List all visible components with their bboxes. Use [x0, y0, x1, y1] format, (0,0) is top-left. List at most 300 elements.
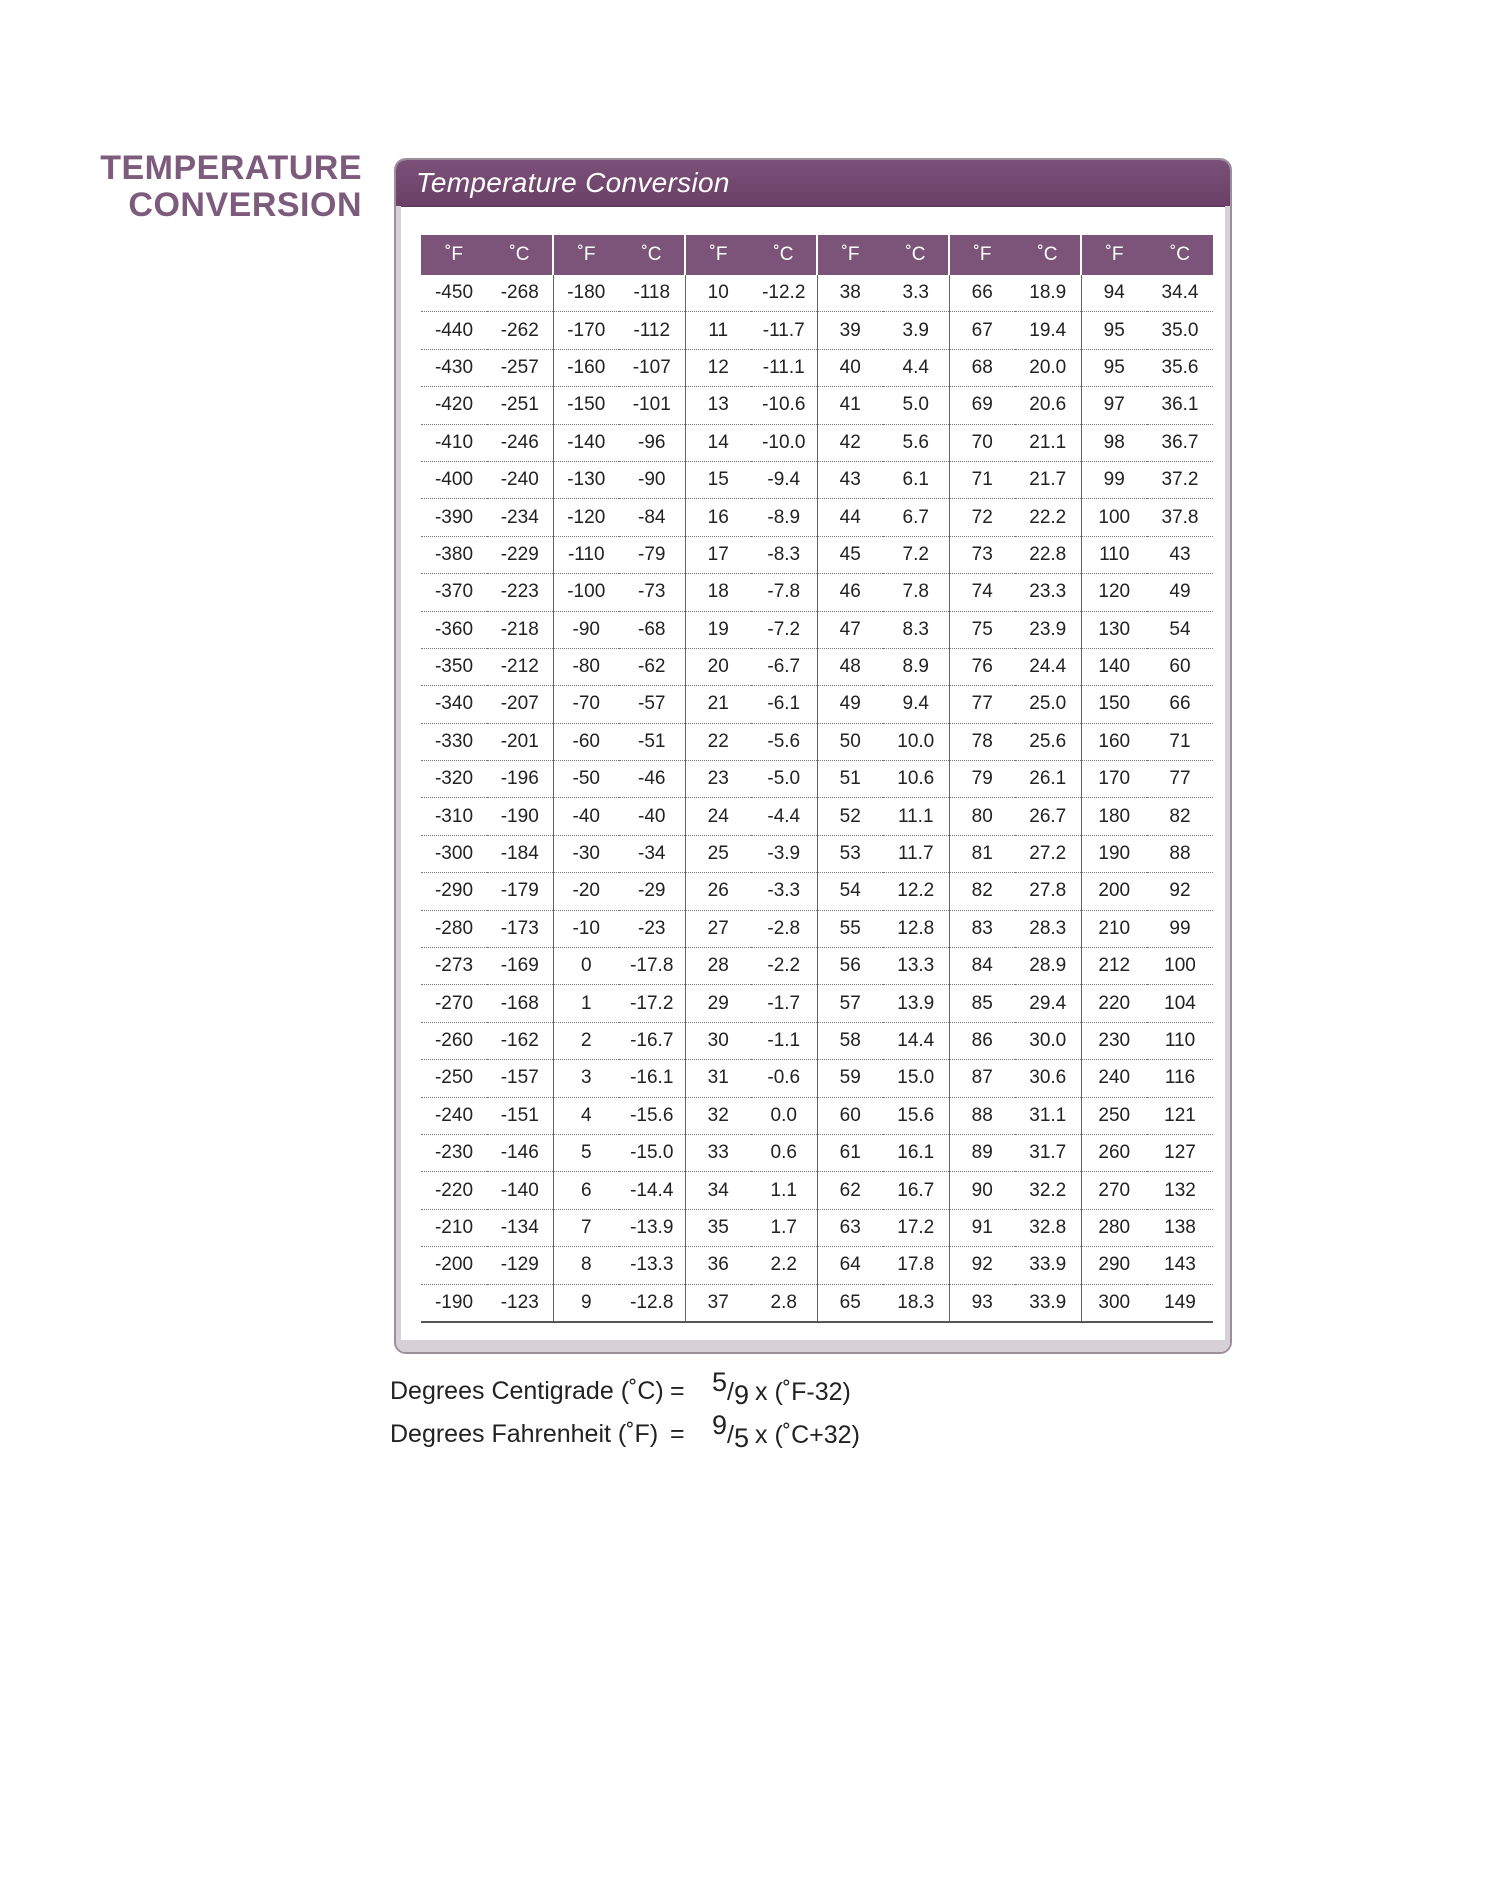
table-cell: 84 [949, 948, 1015, 985]
formula-label: Degrees Centigrade (˚C) [390, 1377, 664, 1405]
table-row [421, 723, 1213, 760]
table-cell: -6.7 [751, 648, 817, 685]
table-cell: -320 [421, 761, 487, 798]
table-cell: 78 [949, 723, 1015, 760]
table-cell: 116 [1147, 1060, 1213, 1097]
table-cell: -240 [487, 461, 553, 498]
fraction-slash: / [727, 1378, 734, 1406]
table-cell: -190 [487, 798, 553, 835]
table-cell: 300 [1081, 1284, 1147, 1322]
table-cell: 160 [1081, 723, 1147, 760]
table-cell: 15.0 [883, 1060, 949, 1097]
table-cell: 90 [949, 1172, 1015, 1209]
card-frame-left [396, 206, 401, 1352]
table-cell: -129 [487, 1247, 553, 1284]
table-cell: 46 [817, 574, 883, 611]
table-cell: 230 [1081, 1022, 1147, 1059]
table-cell: -173 [487, 910, 553, 947]
table-cell: 35.6 [1147, 349, 1213, 386]
table-cell: -16.7 [619, 1022, 685, 1059]
fraction-denominator: 5 [733, 1423, 750, 1453]
table-cell: -110 [553, 536, 619, 573]
table-header-cell: ˚C [1147, 235, 1213, 275]
table-cell: 37.8 [1147, 499, 1213, 536]
table-cell: 25.6 [1015, 723, 1081, 760]
table-cell: 30.0 [1015, 1022, 1081, 1059]
formula-fahrenheit [390, 1410, 860, 1456]
table-cell: 54 [817, 873, 883, 910]
table-cell: -14.4 [619, 1172, 685, 1209]
table-cell: 16.7 [883, 1172, 949, 1209]
table-cell: -229 [487, 536, 553, 573]
table-cell: -84 [619, 499, 685, 536]
table-cell: 33 [685, 1134, 751, 1171]
table-cell: 66 [949, 275, 1015, 312]
table-cell: 140 [1081, 648, 1147, 685]
table-cell: -223 [487, 574, 553, 611]
table-cell: -34 [619, 835, 685, 872]
table-cell: 33.9 [1015, 1284, 1081, 1322]
table-cell: 26.1 [1015, 761, 1081, 798]
table-cell: -29 [619, 873, 685, 910]
table-cell: -73 [619, 574, 685, 611]
table-cell: -250 [421, 1060, 487, 1097]
table-cell: 149 [1147, 1284, 1213, 1322]
table-cell: 6.7 [883, 499, 949, 536]
table-cell: -246 [487, 424, 553, 461]
formula-expression [712, 1410, 860, 1453]
table-cell: 69 [949, 387, 1015, 424]
table-cell: 71 [1147, 723, 1213, 760]
table-cell: 30 [685, 1022, 751, 1059]
table-cell: 49 [817, 686, 883, 723]
fraction-numerator: 5 [712, 1367, 728, 1397]
table-cell: -150 [553, 387, 619, 424]
table-cell: -40 [619, 798, 685, 835]
table-cell: -0.6 [751, 1060, 817, 1097]
table-cell: 250 [1081, 1097, 1147, 1134]
table-cell: 92 [1147, 873, 1213, 910]
table-cell: 12.2 [883, 873, 949, 910]
table-cell: 68 [949, 349, 1015, 386]
table-cell: 17.8 [883, 1247, 949, 1284]
table-cell: 34.4 [1147, 275, 1213, 312]
table-cell: 88 [949, 1097, 1015, 1134]
table-cell: -280 [421, 910, 487, 947]
table-cell: 2 [553, 1022, 619, 1059]
table-cell: 26 [685, 873, 751, 910]
table-cell: 18.9 [1015, 275, 1081, 312]
table-cell: 27.2 [1015, 835, 1081, 872]
table-cell: 47 [817, 611, 883, 648]
table-cell: -12.2 [751, 275, 817, 312]
table-cell: 3 [553, 1060, 619, 1097]
table-cell: 7.8 [883, 574, 949, 611]
table-cell: -5.0 [751, 761, 817, 798]
table-cell: 21.7 [1015, 461, 1081, 498]
table-cell: -101 [619, 387, 685, 424]
table-cell: -160 [553, 349, 619, 386]
table-cell: -10.6 [751, 387, 817, 424]
table-cell: 20 [685, 648, 751, 685]
table-cell: 12 [685, 349, 751, 386]
table-cell: 11.7 [883, 835, 949, 872]
table-cell: 55 [817, 910, 883, 947]
table-cell: -11.7 [751, 312, 817, 349]
table-cell: 0.6 [751, 1134, 817, 1171]
formula-rest: x (˚F-32) [755, 1378, 851, 1406]
table-row [421, 1209, 1213, 1246]
table-cell: 20.0 [1015, 349, 1081, 386]
table-cell: 290 [1081, 1247, 1147, 1284]
table-cell: 32 [685, 1097, 751, 1134]
side-title [100, 150, 362, 224]
table-cell: -51 [619, 723, 685, 760]
table-cell: 63 [817, 1209, 883, 1246]
table-row [421, 1022, 1213, 1059]
table-cell: -273 [421, 948, 487, 985]
table-cell: -290 [421, 873, 487, 910]
table-cell: -57 [619, 686, 685, 723]
side-title-line2: CONVERSION [128, 186, 362, 224]
table-cell: 1 [553, 985, 619, 1022]
table-wrap [421, 235, 1213, 1323]
table-cell: -12.8 [619, 1284, 685, 1322]
table-cell: 99 [1081, 461, 1147, 498]
table-cell: -340 [421, 686, 487, 723]
table-cell: 83 [949, 910, 1015, 947]
table-row [421, 1060, 1213, 1097]
table-header-cell: ˚F [1081, 235, 1147, 275]
table-cell: 65 [817, 1284, 883, 1322]
table-cell: 30.6 [1015, 1060, 1081, 1097]
table-cell: -212 [487, 648, 553, 685]
table-cell: -300 [421, 835, 487, 872]
table-cell: -190 [421, 1284, 487, 1322]
table-cell: 70 [949, 424, 1015, 461]
table-cell: 6.1 [883, 461, 949, 498]
table-cell: -40 [553, 798, 619, 835]
table-cell: -15.0 [619, 1134, 685, 1171]
table-cell: 29.4 [1015, 985, 1081, 1022]
table-cell: -6.1 [751, 686, 817, 723]
table-cell: 61 [817, 1134, 883, 1171]
table-cell: 132 [1147, 1172, 1213, 1209]
table-cell: -79 [619, 536, 685, 573]
table-cell: -268 [487, 275, 553, 312]
table-cell: 74 [949, 574, 1015, 611]
table-cell: -207 [487, 686, 553, 723]
table-cell: -17.2 [619, 985, 685, 1022]
formula-label: Degrees Fahrenheit (˚F) [390, 1420, 659, 1448]
table-cell: 80 [949, 798, 1015, 835]
table-cell: 67 [949, 312, 1015, 349]
table-cell: 2.2 [751, 1247, 817, 1284]
table-cell: -68 [619, 611, 685, 648]
table-cell: 89 [949, 1134, 1015, 1171]
table-cell: -16.1 [619, 1060, 685, 1097]
table-cell: 260 [1081, 1134, 1147, 1171]
table-cell: 81 [949, 835, 1015, 872]
table-cell: 82 [949, 873, 1015, 910]
table-row [421, 349, 1213, 386]
table-cell: 21.1 [1015, 424, 1081, 461]
table-cell: 44 [817, 499, 883, 536]
card-frame-bottom [396, 1340, 1230, 1352]
table-cell: -257 [487, 349, 553, 386]
table-cell: 42 [817, 424, 883, 461]
formula-expression [712, 1367, 851, 1410]
table-cell: 100 [1081, 499, 1147, 536]
table-cell: -251 [487, 387, 553, 424]
table-header-cell: ˚F [421, 235, 487, 275]
table-cell: 9.4 [883, 686, 949, 723]
table-cell: 8 [553, 1247, 619, 1284]
table-cell: -15.6 [619, 1097, 685, 1134]
table-cell: 127 [1147, 1134, 1213, 1171]
table-cell: -151 [487, 1097, 553, 1134]
table-cell: 10 [685, 275, 751, 312]
fraction-denominator: 9 [733, 1380, 750, 1410]
formula-equals: = [670, 1377, 685, 1405]
table-cell: 36.1 [1147, 387, 1213, 424]
table-cell: -350 [421, 648, 487, 685]
table-cell: 28 [685, 948, 751, 985]
table-cell: 92 [949, 1247, 1015, 1284]
table-header-cell: ˚C [751, 235, 817, 275]
table-row [421, 536, 1213, 573]
table-cell: 15 [685, 461, 751, 498]
table-header-cell: ˚C [883, 235, 949, 275]
table-cell: -90 [619, 461, 685, 498]
table-cell: -3.3 [751, 873, 817, 910]
table-cell: -10.0 [751, 424, 817, 461]
table-cell: 31.7 [1015, 1134, 1081, 1171]
table-header-cell: ˚F [553, 235, 619, 275]
card-title: Temperature Conversion [416, 167, 730, 198]
table-cell: 280 [1081, 1209, 1147, 1246]
table-header-row [421, 235, 1213, 275]
table-row [421, 499, 1213, 536]
table-cell: -107 [619, 349, 685, 386]
table-header-cell: ˚F [949, 235, 1015, 275]
table-cell: -450 [421, 275, 487, 312]
table-cell: -410 [421, 424, 487, 461]
table-cell: -70 [553, 686, 619, 723]
table-cell: 31 [685, 1060, 751, 1097]
table-cell: 79 [949, 761, 1015, 798]
table-cell: 25 [685, 835, 751, 872]
table-cell: 3.3 [883, 275, 949, 312]
table-cell: 5.6 [883, 424, 949, 461]
table-cell: 38 [817, 275, 883, 312]
table-cell: 39 [817, 312, 883, 349]
table-row [421, 798, 1213, 835]
table-row [421, 648, 1213, 685]
table-cell: -2.8 [751, 910, 817, 947]
table-cell: 50 [817, 723, 883, 760]
table-cell: -440 [421, 312, 487, 349]
table-row [421, 1097, 1213, 1134]
table-cell: 6 [553, 1172, 619, 1209]
table-cell: -196 [487, 761, 553, 798]
table-cell: 77 [949, 686, 1015, 723]
table-cell: 36 [685, 1247, 751, 1284]
formula-equals: = [670, 1420, 685, 1448]
table-cell: 35.0 [1147, 312, 1213, 349]
table-cell: 14.4 [883, 1022, 949, 1059]
table-cell: -170 [553, 312, 619, 349]
table-cell: 9 [553, 1284, 619, 1322]
table-cell: -23 [619, 910, 685, 947]
table-cell: -112 [619, 312, 685, 349]
table-cell: 18 [685, 574, 751, 611]
table-cell: 27.8 [1015, 873, 1081, 910]
table-row [421, 424, 1213, 461]
table-cell: 25.0 [1015, 686, 1081, 723]
table-cell: -2.2 [751, 948, 817, 985]
table-cell: 22.8 [1015, 536, 1081, 573]
table-cell: -120 [553, 499, 619, 536]
table-cell: -11.1 [751, 349, 817, 386]
table-cell: 37.2 [1147, 461, 1213, 498]
table-cell: -46 [619, 761, 685, 798]
table-cell: 270 [1081, 1172, 1147, 1209]
table-cell: -230 [421, 1134, 487, 1171]
table-cell: 8.3 [883, 611, 949, 648]
table-cell: -118 [619, 275, 685, 312]
table-row [421, 873, 1213, 910]
table-cell: 35 [685, 1209, 751, 1246]
formula-centigrade [390, 1367, 860, 1413]
table-cell: -180 [553, 275, 619, 312]
table-cell: 180 [1081, 798, 1147, 835]
table-row [421, 910, 1213, 947]
table-cell: 13.9 [883, 985, 949, 1022]
table-cell: -8.3 [751, 536, 817, 573]
table-cell: 36.7 [1147, 424, 1213, 461]
table-cell: 3.9 [883, 312, 949, 349]
table-cell: 34 [685, 1172, 751, 1209]
table-cell: -184 [487, 835, 553, 872]
table-cell: 11.1 [883, 798, 949, 835]
table-cell: -162 [487, 1022, 553, 1059]
table-cell: 93 [949, 1284, 1015, 1322]
table-cell: 28.9 [1015, 948, 1081, 985]
table-cell: -5.6 [751, 723, 817, 760]
table-cell: -330 [421, 723, 487, 760]
table-cell: 212 [1081, 948, 1147, 985]
table-cell: 110 [1147, 1022, 1213, 1059]
table-cell: 130 [1081, 611, 1147, 648]
table-cell: 138 [1147, 1209, 1213, 1246]
table-cell: 190 [1081, 835, 1147, 872]
table-cell: 43 [1147, 536, 1213, 573]
table-cell: 52 [817, 798, 883, 835]
table-cell: 23 [685, 761, 751, 798]
table-row [421, 611, 1213, 648]
table-cell: -360 [421, 611, 487, 648]
table-cell: 54 [1147, 611, 1213, 648]
table-cell: -13.3 [619, 1247, 685, 1284]
table-cell: -80 [553, 648, 619, 685]
table-cell: 77 [1147, 761, 1213, 798]
fraction-numerator: 9 [712, 1410, 728, 1440]
table-cell: -1.1 [751, 1022, 817, 1059]
table-cell: -4.4 [751, 798, 817, 835]
table-cell: 100 [1147, 948, 1213, 985]
table-cell: 19.4 [1015, 312, 1081, 349]
table-cell: 5.0 [883, 387, 949, 424]
table-cell: 120 [1081, 574, 1147, 611]
table-row [421, 761, 1213, 798]
table-cell: 20.6 [1015, 387, 1081, 424]
table-cell: 18.3 [883, 1284, 949, 1322]
table-cell: 7 [553, 1209, 619, 1246]
table-cell: 10.0 [883, 723, 949, 760]
table-cell: -220 [421, 1172, 487, 1209]
table-cell: -380 [421, 536, 487, 573]
table-cell: -3.9 [751, 835, 817, 872]
table-row [421, 1172, 1213, 1209]
table-cell: 10.6 [883, 761, 949, 798]
table-row [421, 835, 1213, 872]
table-row [421, 574, 1213, 611]
table-cell: 91 [949, 1209, 1015, 1246]
table-cell: -240 [421, 1097, 487, 1134]
table-cell: -218 [487, 611, 553, 648]
table-cell: 37 [685, 1284, 751, 1322]
table-cell: 16 [685, 499, 751, 536]
table-cell: -370 [421, 574, 487, 611]
table-header-cell: ˚C [619, 235, 685, 275]
table-cell: -234 [487, 499, 553, 536]
table-cell: 95 [1081, 349, 1147, 386]
table-cell: 1.1 [751, 1172, 817, 1209]
table-cell: 220 [1081, 985, 1147, 1022]
table-cell: 12.8 [883, 910, 949, 947]
side-title-line1: TEMPERATURE [100, 149, 362, 187]
table-cell: 5 [553, 1134, 619, 1171]
table-cell: 41 [817, 387, 883, 424]
table-cell: 0.0 [751, 1097, 817, 1134]
table-cell: 71 [949, 461, 1015, 498]
table-cell: -130 [553, 461, 619, 498]
table-cell: 82 [1147, 798, 1213, 835]
table-cell: 32.2 [1015, 1172, 1081, 1209]
table-cell: -270 [421, 985, 487, 1022]
table-cell: 22.2 [1015, 499, 1081, 536]
table-cell: 60 [817, 1097, 883, 1134]
table-row [421, 985, 1213, 1022]
table-cell: 27 [685, 910, 751, 947]
table-cell: 49 [1147, 574, 1213, 611]
table-cell: -134 [487, 1209, 553, 1246]
table-cell: 8.9 [883, 648, 949, 685]
table-cell: -30 [553, 835, 619, 872]
table-cell: 26.7 [1015, 798, 1081, 835]
table-cell: -7.2 [751, 611, 817, 648]
table-cell: 53 [817, 835, 883, 872]
table-cell: 121 [1147, 1097, 1213, 1134]
table-cell: 72 [949, 499, 1015, 536]
table-cell: -146 [487, 1134, 553, 1171]
table-cell: 66 [1147, 686, 1213, 723]
table-cell: -13.9 [619, 1209, 685, 1246]
fraction-slash: / [727, 1421, 734, 1449]
table-cell: -10 [553, 910, 619, 947]
table-cell: 200 [1081, 873, 1147, 910]
